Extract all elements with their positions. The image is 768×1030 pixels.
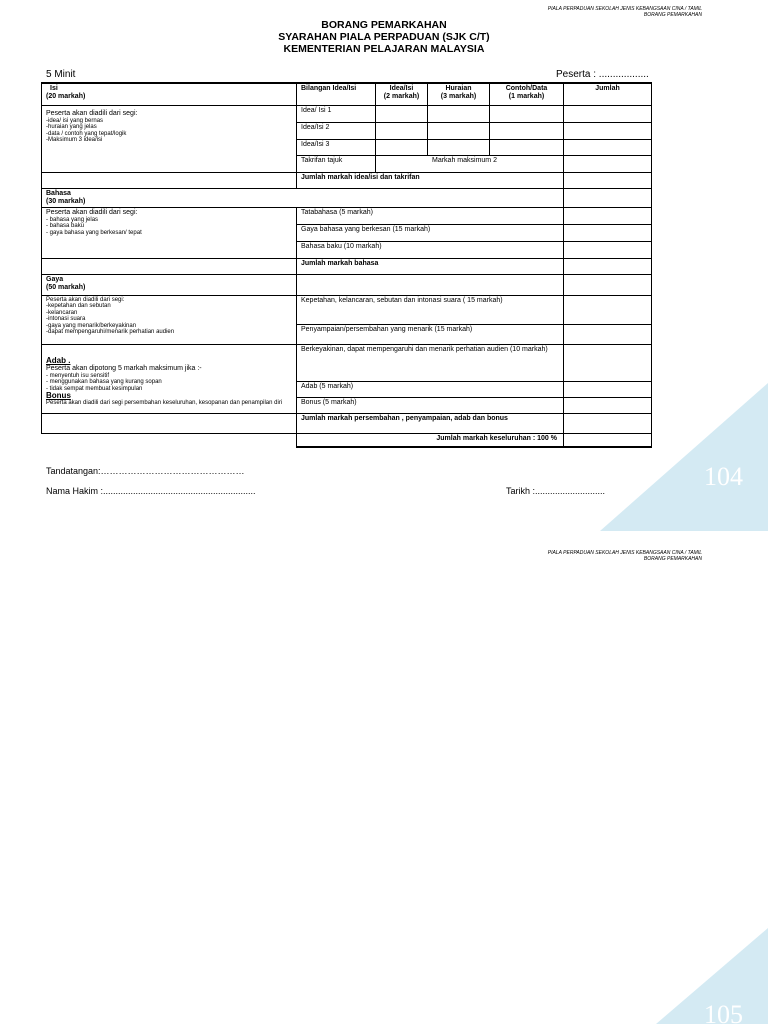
- huraian-score-cell[interactable]: [428, 122, 490, 139]
- isi-intro: Peserta akan diadili dari segi:: [46, 109, 138, 117]
- bahasa-header-cell: [42, 188, 564, 207]
- gaya-total-label: Jumlah markah persembahan , penyampaian, adab dan bonus: [297, 413, 564, 433]
- bahasa-intro: Peserta akan diadili dari segi:: [46, 208, 138, 216]
- running-header-line2: BORANG PEMARKAHAN: [643, 556, 702, 562]
- bahasa-row-label: Tatabahasa (5 markah): [297, 207, 564, 224]
- isi-header-cell: [42, 83, 297, 105]
- judge-name-field[interactable]: Nama Hakim :.............................................................: [46, 486, 256, 496]
- bahasa-criteria-cell: [42, 207, 297, 258]
- isi-row-label: Idea/Isi 2: [297, 122, 376, 139]
- gaya-row-label: Penyampaian/persembahan yang menarik (15 markah): [297, 324, 564, 344]
- running-header: [548, 6, 702, 18]
- bilangan-header: Bilangan Idea/Isi: [297, 83, 376, 105]
- adab-criterion: - tidak sempat membuat kesimpulan: [46, 385, 143, 392]
- isi-criterion: -huraian yang jelas: [46, 124, 97, 130]
- gaya-header-cell: [42, 274, 297, 295]
- gaya-score-cell[interactable]: [564, 324, 652, 344]
- bonus-title: Bonus: [46, 391, 71, 400]
- gaya-row-label: Berkeyakinan, dapat mempengaruhi dan menarik perhatian audien (10 markah): [297, 344, 564, 381]
- gaya-criterion: -kepetahan dan sebutan: [46, 303, 111, 309]
- bahasa-score-cell[interactable]: [564, 207, 652, 224]
- idea-header: Idea/Isi: [389, 85, 414, 92]
- empty-cell: [42, 258, 297, 274]
- adab-score-cell[interactable]: [564, 381, 652, 397]
- page-number-104: 104: [704, 462, 743, 491]
- grand-total-cell[interactable]: [564, 433, 652, 447]
- title-line3: KEMENTERIAN PELAJARAN MALAYSIA: [283, 43, 485, 55]
- gaya-marks: (50 markah): [46, 283, 86, 291]
- empty-cell: [42, 413, 297, 433]
- bahasa-criterion: - gaya bahasa yang berkesan/ tepat: [46, 229, 142, 236]
- isi-total-label: Jumlah markah idea/isi dan takrifan: [297, 172, 564, 188]
- isi-marks: (20 markah): [46, 93, 86, 100]
- gaya-row-label: Bonus (5 markah): [297, 397, 564, 413]
- gaya-row-label: Adab (5 markah): [297, 381, 564, 397]
- idea-score-cell[interactable]: [376, 122, 428, 139]
- takrifan-score-cell[interactable]: [564, 155, 652, 172]
- bahasa-total-cell[interactable]: [564, 258, 652, 274]
- gaya-intro: Peserta akan diadili dari segi:: [46, 296, 125, 303]
- bonus-text: Peserta akan diadili dari segi persembahan keseluruhan, kesopanan dan penampilan diri: [46, 400, 283, 406]
- takrifan-max: Markah maksimum 2: [376, 155, 564, 172]
- gaya-criterion: -intonasi suara: [46, 316, 86, 322]
- grand-total-label: Jumlah markah keseluruhan : 100 %: [297, 433, 564, 447]
- huraian-score-cell[interactable]: [428, 139, 490, 155]
- isi-row-label: Idea/ Isi 1: [297, 105, 376, 122]
- gaya-total-cell[interactable]: [564, 413, 652, 433]
- adab-criterion: - menggunakan bahasa yang kurang sopan: [46, 379, 162, 385]
- empty-cell: [297, 274, 564, 295]
- gaya-score-cell[interactable]: [564, 344, 652, 381]
- contoh-marks: (1 markah): [508, 93, 545, 100]
- empty-cell: [564, 274, 652, 295]
- title-line1: BORANG PEMARKAHAN: [321, 19, 447, 31]
- running-header-line1: PIALA PERPADUAN SEKOLAH JENIS KEBANGSAAN CINA / TAMIL: [547, 6, 702, 12]
- contoh-score-cell[interactable]: [490, 105, 564, 122]
- huraian-marks: (3 markah): [440, 93, 477, 100]
- form-title: [0, 19, 768, 55]
- contoh-score-cell[interactable]: [490, 139, 564, 155]
- bahasa-row-label: Gaya bahasa yang berkesan (15 markah): [297, 224, 564, 241]
- gaya-criterion: -dapat mempengaruhi/menarik perhatian audien: [46, 329, 175, 335]
- adab-criterion: - menyentuh isu sensitif: [46, 372, 110, 379]
- jumlah-score-cell[interactable]: [564, 105, 652, 122]
- contoh-header-cell: [490, 83, 564, 105]
- peserta-field[interactable]: Peserta : ..................: [556, 69, 649, 80]
- gaya-score-cell[interactable]: [564, 295, 652, 324]
- bahasa-score-cell[interactable]: [564, 224, 652, 241]
- jumlah-header: Jumlah: [564, 83, 652, 105]
- empty-cell: [42, 433, 297, 447]
- signature-field[interactable]: Tandatangan:…………………………………………: [46, 466, 245, 476]
- gaya-criteria-cell: [42, 295, 297, 344]
- empty-cell: [564, 188, 652, 207]
- jumlah-score-cell[interactable]: [564, 139, 652, 155]
- idea-score-cell[interactable]: [376, 139, 428, 155]
- isi-criterion: -data / contoh yang tepat/logik: [46, 130, 127, 137]
- adab-bonus-cell: [42, 344, 297, 413]
- takrifan-label: Takrifan tajuk: [297, 155, 376, 172]
- isi-total-cell[interactable]: [564, 172, 652, 188]
- bonus-score-cell[interactable]: [564, 397, 652, 413]
- page-number-105: 105: [704, 1000, 743, 1029]
- contoh-score-cell[interactable]: [490, 122, 564, 139]
- isi-row-label: Idea/Isi 3: [297, 139, 376, 155]
- running-header-page2: [548, 550, 702, 562]
- running-header-line1: PIALA PERPADUAN SEKOLAH JENIS KEBANGSAAN CINA / TAMIL: [547, 550, 702, 556]
- running-header-line2: BORANG PEMARKAHAN: [643, 12, 702, 18]
- bahasa-criterion: - bahasa baku: [46, 223, 85, 229]
- gaya-criterion: -gaya yang menarik/berkeyakinan: [46, 322, 137, 329]
- huraian-header: Huraian: [445, 85, 472, 92]
- jumlah-score-cell[interactable]: [564, 122, 652, 139]
- bahasa-total-label: Jumlah markah bahasa: [297, 258, 564, 274]
- idea-score-cell[interactable]: [376, 105, 428, 122]
- adab-intro: Peserta akan dipotong 5 markah maksimum jika :-: [46, 364, 202, 372]
- gaya-row-label: Kepetahan, kelancaran, sebutan dan intonasi suara ( 15 markah): [297, 295, 564, 324]
- contoh-header: Contoh/Data: [505, 85, 548, 92]
- bahasa-row-label: Bahasa baku (10 markah): [297, 241, 564, 258]
- duration-label: 5 Minit: [46, 69, 76, 80]
- isi-criterion: -Maksimum 3 idea/isi: [46, 137, 103, 143]
- bahasa-criterion: - bahasa yang jelas: [46, 216, 99, 223]
- isi-criterion: -idea/ isi yang bernas: [46, 117, 104, 124]
- scoring-table: [41, 82, 652, 448]
- gaya-criterion: -kelancaran: [46, 309, 78, 316]
- idea-marks: (2 markah): [383, 93, 420, 100]
- gaya-title: Gaya: [46, 275, 64, 283]
- adab-title: Adab .: [46, 355, 71, 365]
- bahasa-score-cell[interactable]: [564, 241, 652, 258]
- isi-header: Isi: [50, 85, 58, 92]
- title-line2: SYARAHAN PIALA PERPADUAN (SJK C/T): [278, 31, 490, 43]
- huraian-header-cell: [428, 83, 490, 105]
- idea-header-cell: [376, 83, 428, 105]
- bahasa-marks: (30 markah): [46, 197, 86, 205]
- isi-criteria-cell: [42, 105, 297, 172]
- empty-cell: [42, 172, 297, 188]
- bahasa-title: Bahasa: [46, 189, 71, 197]
- huraian-score-cell[interactable]: [428, 105, 490, 122]
- date-field[interactable]: Tarikh :............................: [506, 486, 606, 496]
